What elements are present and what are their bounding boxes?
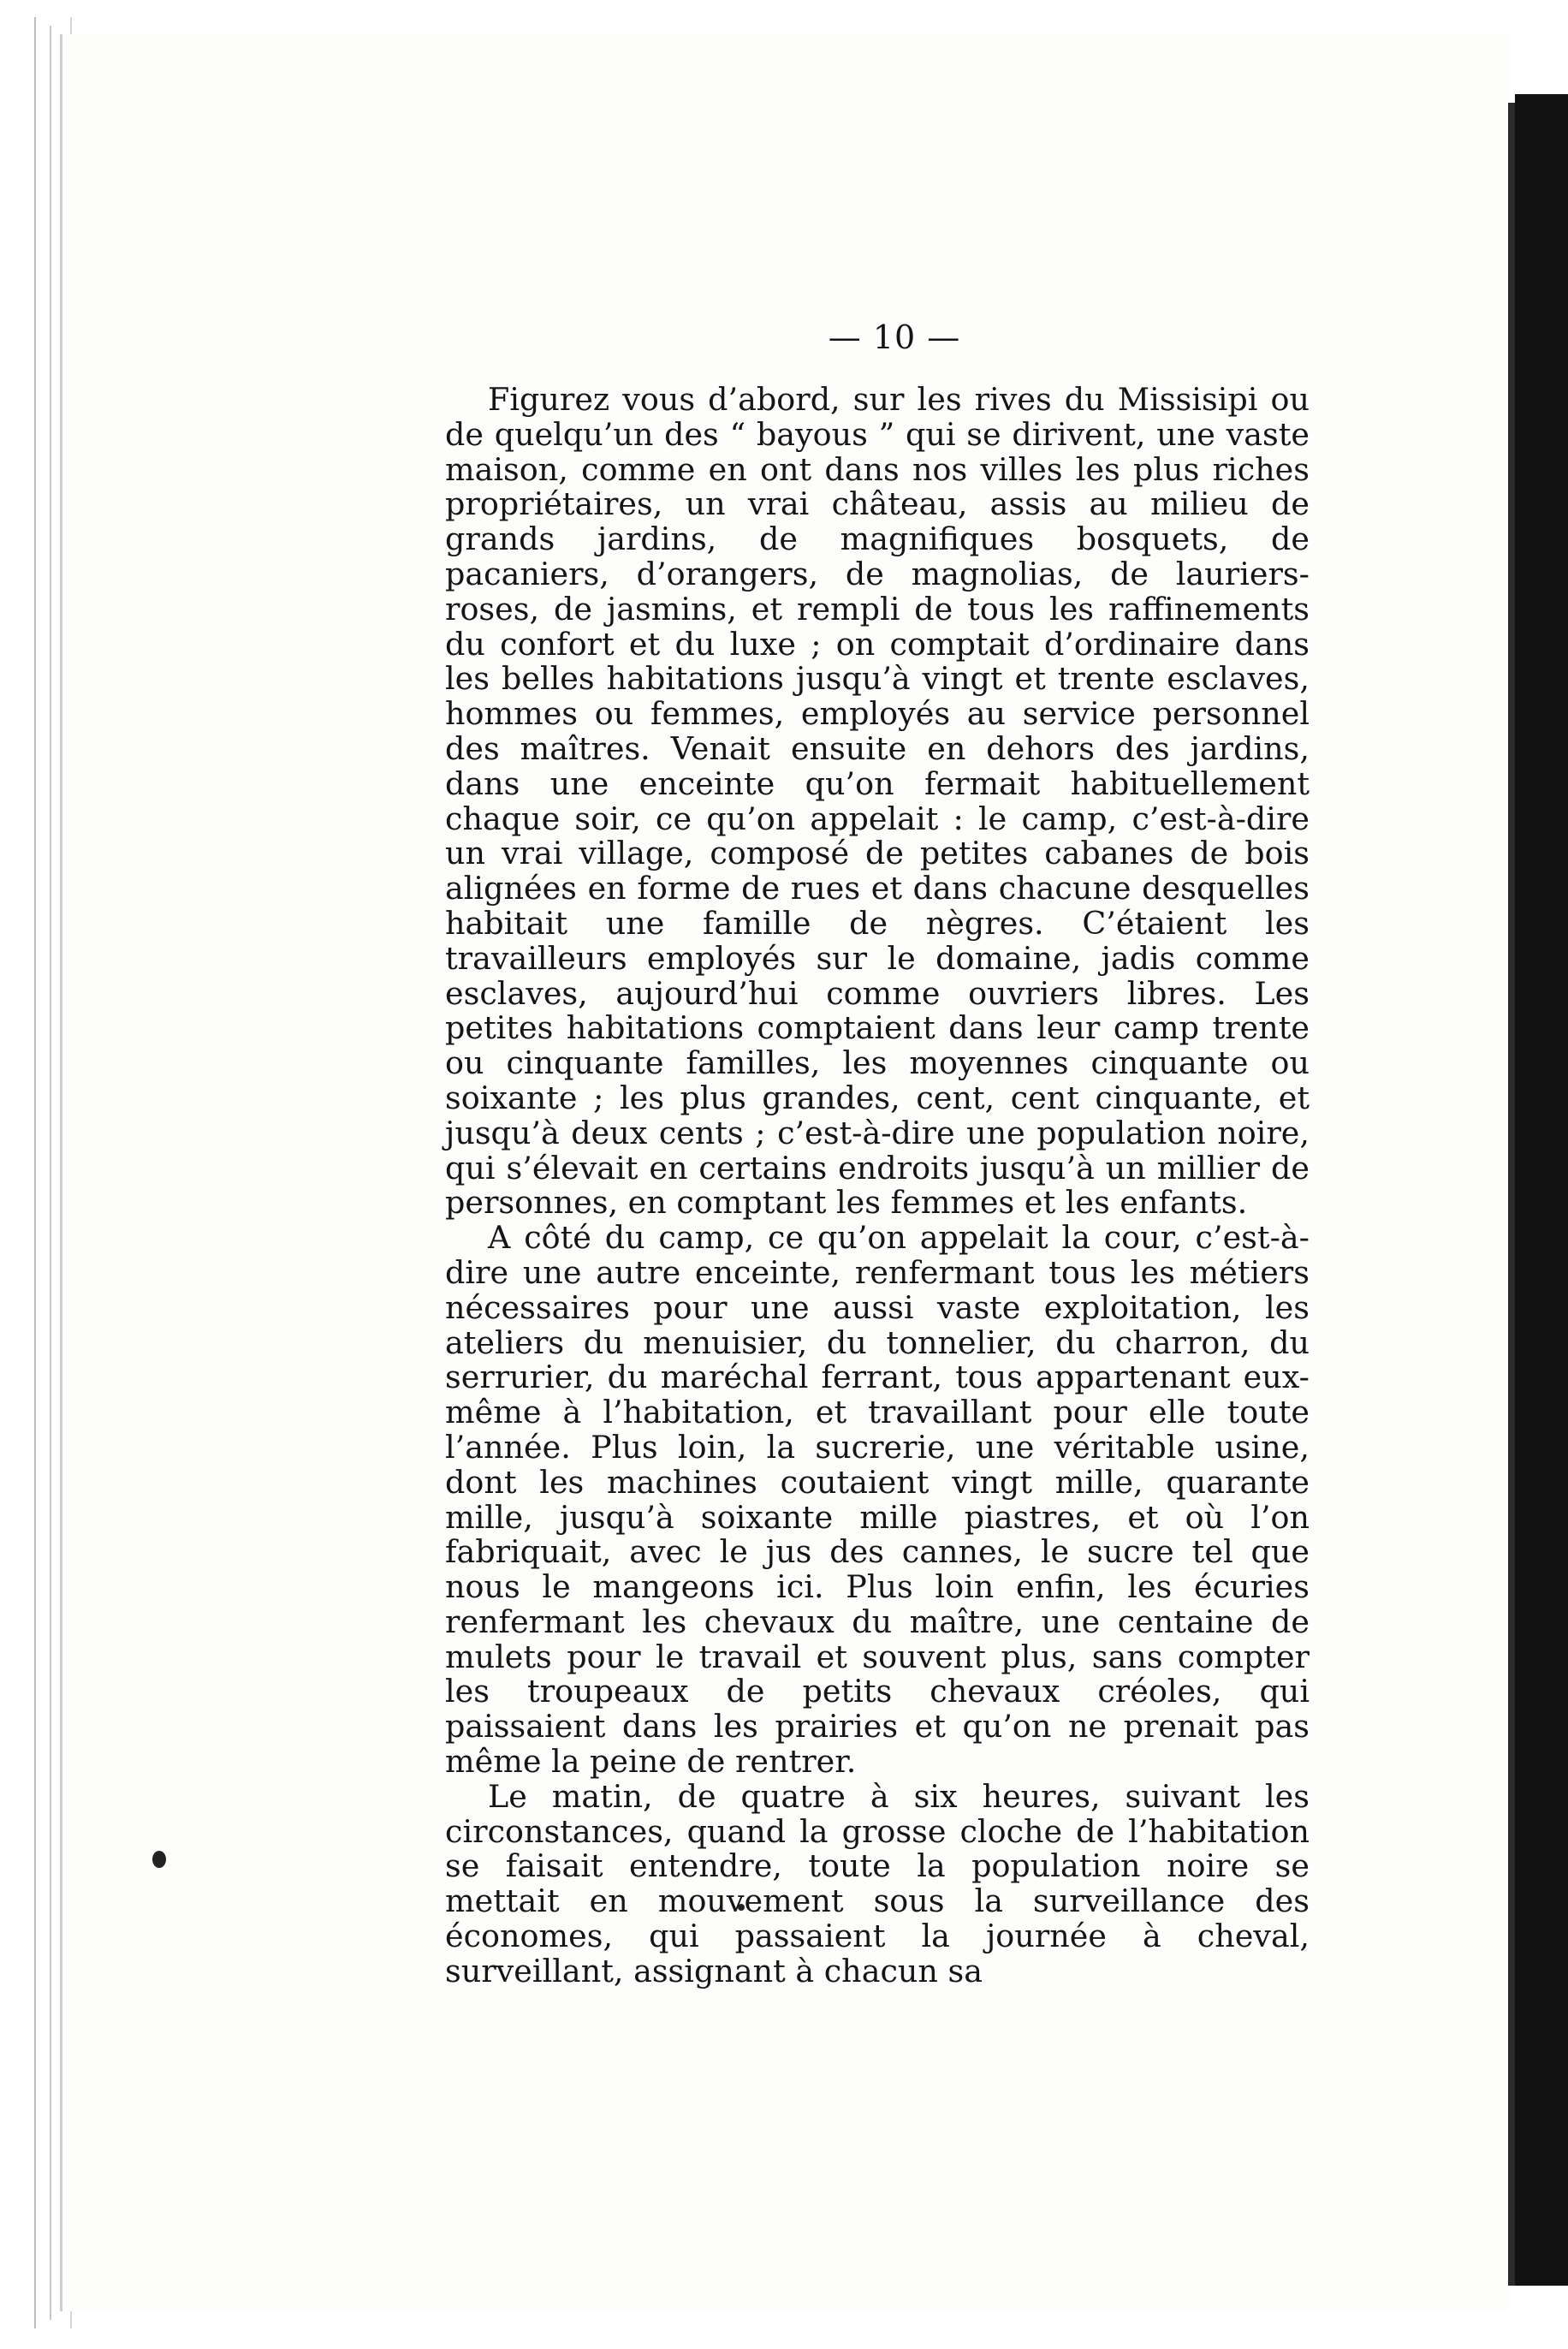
paragraph: A côté du camp, ce qu’on appelait la cour, c’est-à-dire une autre enceinte, renfermant tous les métiers nécessaires pour une aussi vaste exploitation, les ateliers du menuisier, du tonnelier, du charron, du serrurier, du maréchal ferrant, tous appartenant eux-même à l’habitation, et travaillant pour elle toute l’année. Plus loin, la sucrerie, une véritable usine, dont les machines coutaient vingt mille, quarante mille, jusqu’à soixante mille piastres, et où l’on fabriquait, avec le jus des cannes, le sucre tel que nous le mangeons ici. Plus loin enfin, les écuries renfermant les chevaux du maître, une centaine de mulets pour le travail et souvent plus, sans compter les troupeaux de petits chevaux créoles, qui paissaient dans les prairies et qu’on ne prenait pas même la peine de rentrer. — [445, 1219, 1310, 1781]
paragraph: Le matin, de quatre à six heures, suivant les circonstances, quand la grosse cloche de l’habitation se faisait entendre, toute la population noire se mettait en mouvement sous la surveillance des économes, qui passaient la journée à cheval, surveillant, assignant à chacun sa — [445, 1777, 1310, 1989]
page-number: — 10 — — [828, 318, 961, 356]
body-text — [445, 383, 1310, 1989]
scan-background-right — [1515, 94, 1568, 2286]
page-edge-right — [1508, 103, 1515, 2286]
paragraph: Figurez vous d’abord, sur les rives du Missisipi ou de quelqu’un des “ bayous ” qui se dirivent, une vaste maison, comme en ont dans nos villes les plus riches propriétaires, un vrai château, assis au milieu de grands jardins, de magnifiques bosquets, de pacaniers, d’orangers, de magnolias, de lauriers-roses, de jasmins, et rempli de tous les raffinements du confort et du luxe ; on comptait d’ordinaire dans les belles habitations jusqu’à vingt et trente esclaves, hommes ou femmes, employés au service personnel des maîtres. Venait ensuite en dehors des jardins, dans une enceinte qu’on fermait habituellement chaque soir, ce qu’on appelait : le camp, c’est-à-dire un vrai village, composé de petites cabanes de bois alignées en forme de rues et dans chacune desquelles habitait une famille de nègres. C’étaient les travailleurs employés sur le domaine, jadis comme esclaves, aujourd’hui comme ouvriers libres. Les petites habitations comptaient dans leur camp trente ou cinquante familles, les moyennes cinquante ou soixante ; les plus grandes, cent, cent cinquante, et jusqu’à deux cents ; c’est-à-dire une population noire, qui s’élevait en certains endroits jusqu’à un millier de personnes, en comptant les femmes et les enfants. — [445, 381, 1310, 1222]
ink-spot — [152, 1851, 166, 1868]
